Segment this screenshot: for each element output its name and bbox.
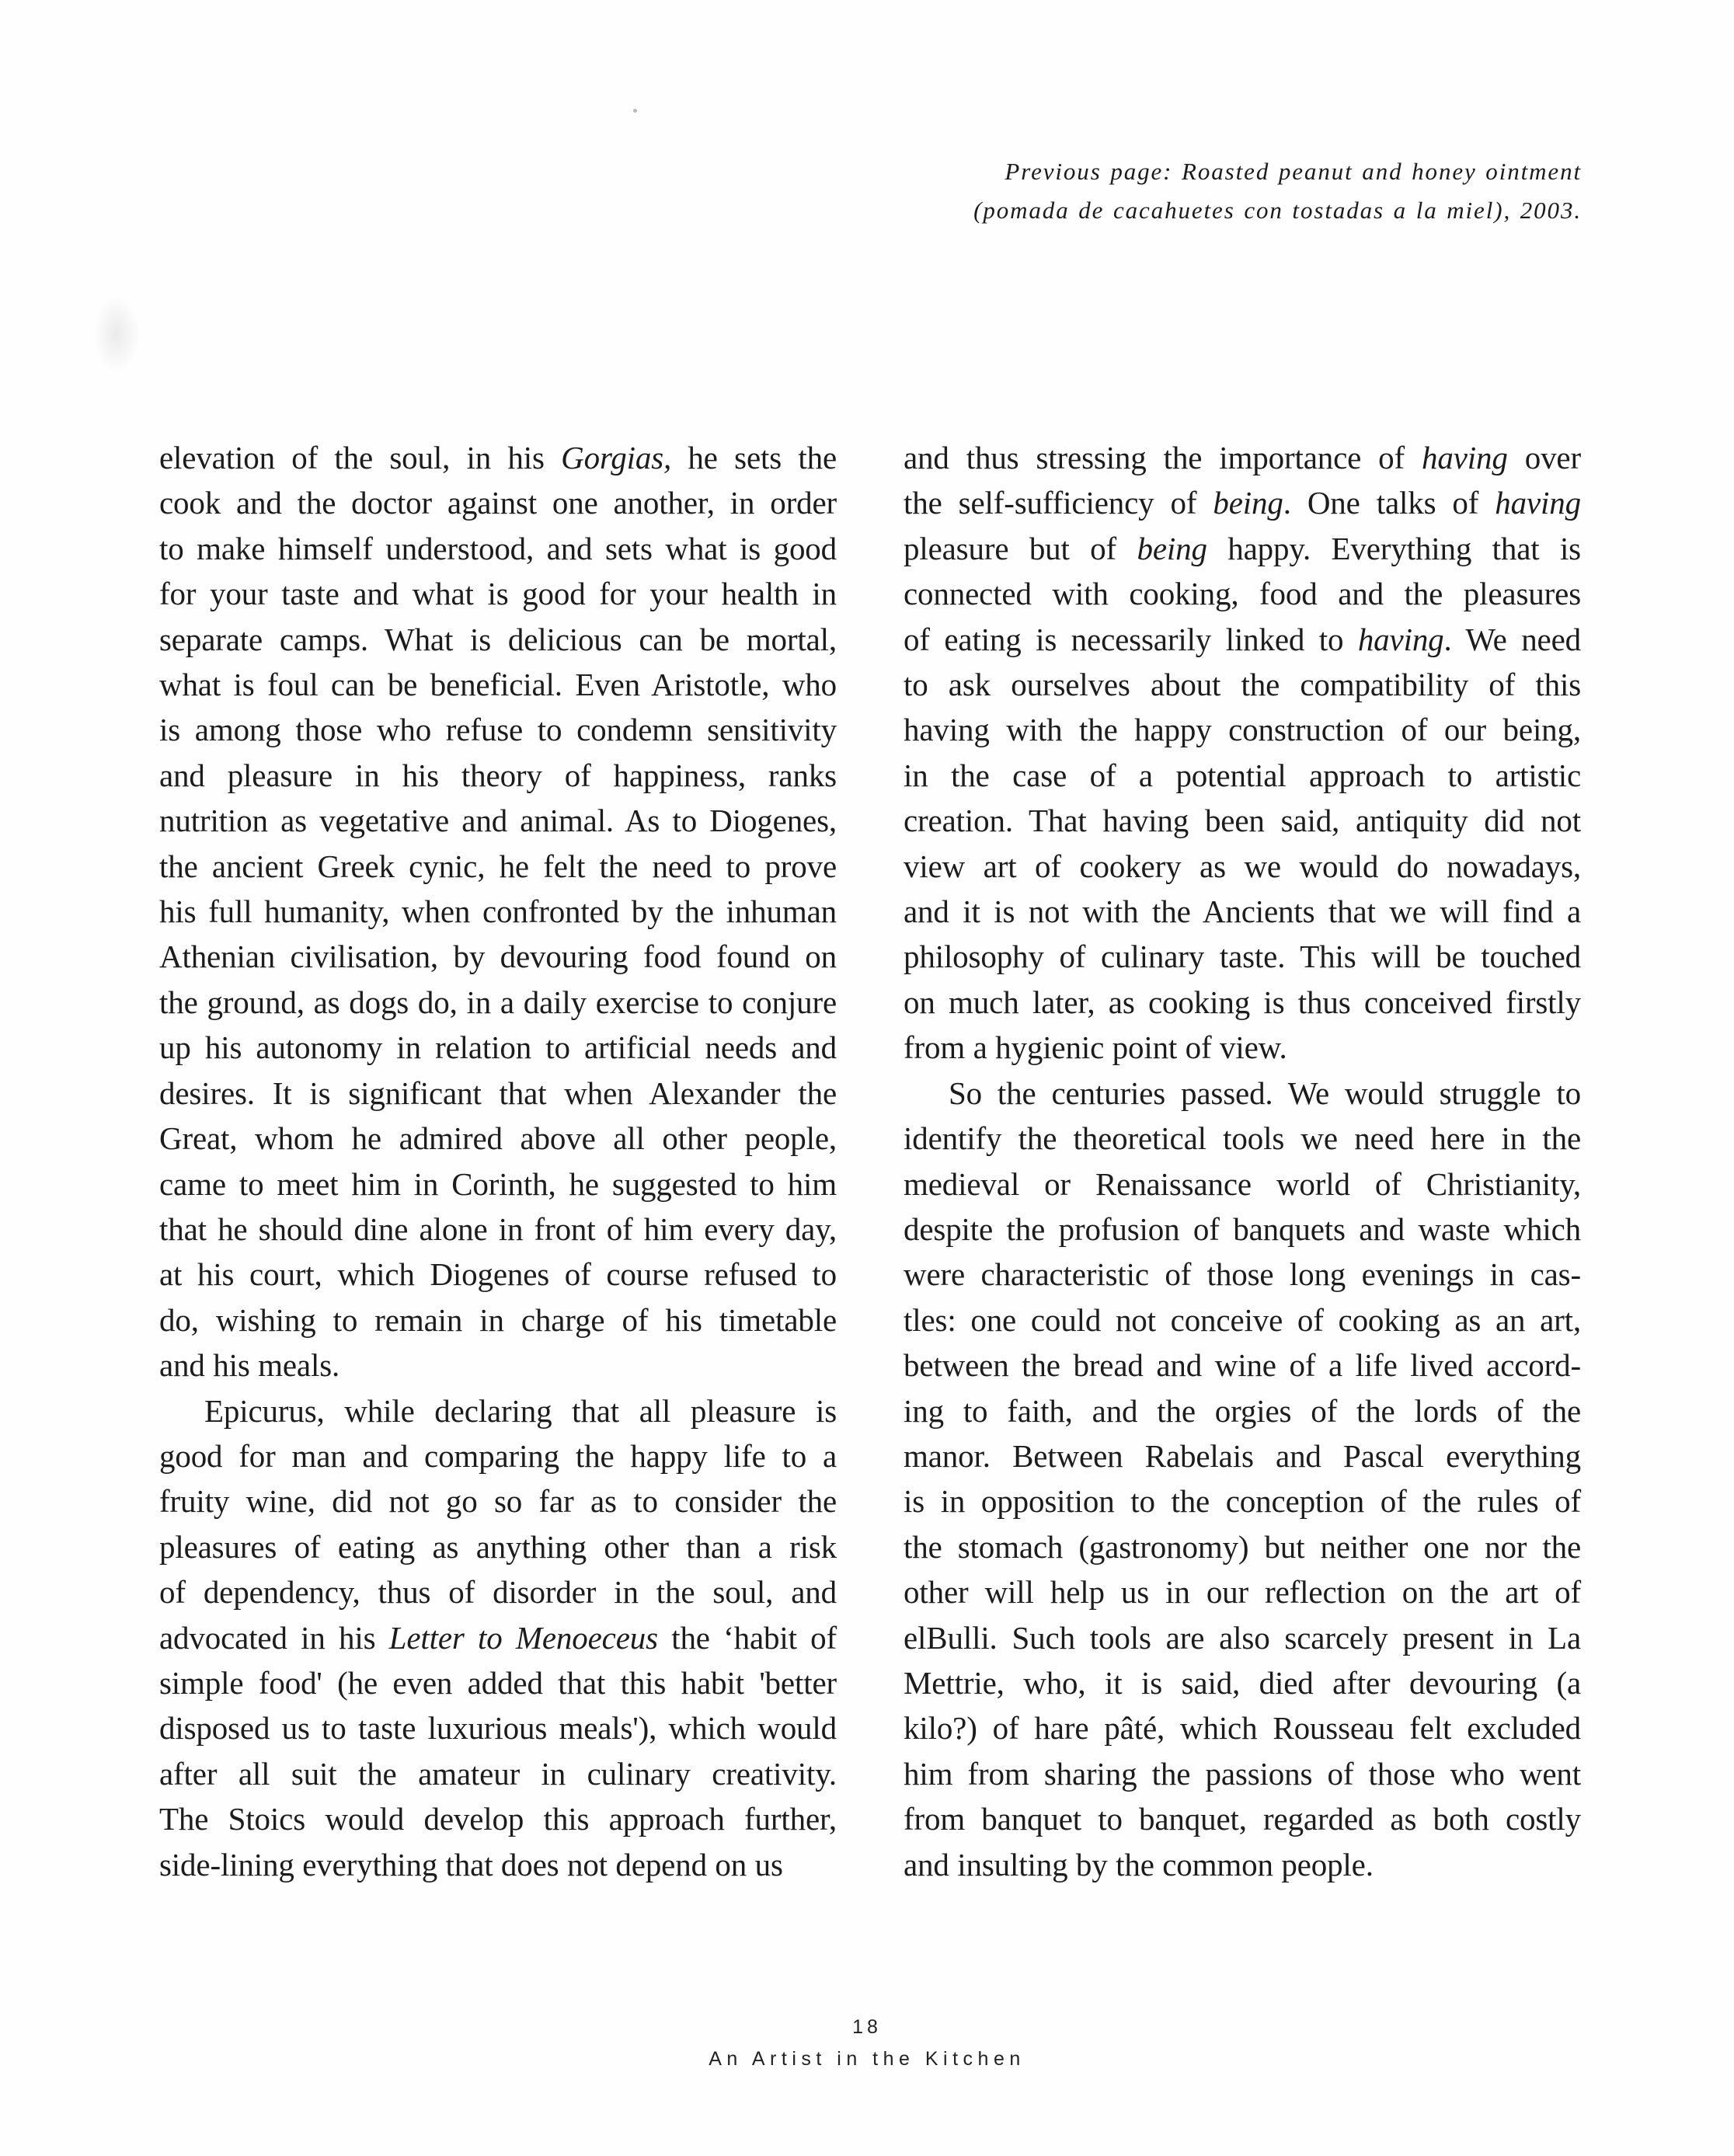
scan-edge-tint <box>93 295 140 373</box>
text-line: fruity wine, did not go so far as to consider the <box>159 1483 837 1520</box>
right-paragraph-2 <box>904 1071 1581 1887</box>
text-line: from a hygienic point of view. <box>904 1029 1287 1066</box>
previous-page-caption <box>805 152 1582 230</box>
text-line: what is foul can be beneficial. Even Aristotle, who <box>159 667 837 703</box>
text-line: and his meals. <box>159 1347 340 1384</box>
text-line: the self-sufficiency of being. One talks of having <box>904 485 1581 521</box>
text-line: for your taste and what is good for your health in <box>159 576 837 612</box>
text-line: good for man and comparing the happy life to a <box>159 1437 837 1474</box>
text-line: identify the theoretical tools we need here in the <box>904 1120 1581 1157</box>
text-line: to make himself understood, and sets what is good <box>159 530 837 566</box>
text-line: separate camps. What is delicious can be mortal, <box>159 621 837 657</box>
text-line: at his court, which Diogenes of course refused to <box>159 1256 837 1293</box>
right-column <box>904 435 1581 1887</box>
text-line: and insulting by the common people. <box>904 1846 1374 1883</box>
text-line: in the case of a potential approach to artistic <box>904 757 1581 793</box>
text-line: simple food' (he even added that this habit 'better <box>159 1664 837 1701</box>
text-line: and pleasure in his theory of happiness, ranks <box>159 757 837 793</box>
text-line: advocated in his Letter to Menoeceus the ‘habit of <box>159 1619 837 1656</box>
text-line: that he should dine alone in front of him every day, <box>159 1210 837 1247</box>
emphasis-being: being <box>1213 485 1283 521</box>
emphasis-having: having <box>1357 621 1444 657</box>
text-line: between the bread and wine of a life lived accord- <box>904 1347 1581 1384</box>
text-line: of dependency, thus of disorder in the soul, and <box>159 1574 837 1611</box>
caption-line-1: Previous page: Roasted peanut and honey ointment <box>1005 158 1582 185</box>
text-line: tles: one could not conceive of cooking as an art, <box>904 1301 1581 1338</box>
text-line: disposed us to taste luxurious meals'), which would <box>159 1710 837 1747</box>
title-letter-to-menoeceus: Letter to Menoeceus <box>388 1619 658 1656</box>
text-line: pleasure but of being happy. Everything that is <box>904 530 1581 566</box>
text-line: after all suit the amateur in culinary creativity. <box>159 1755 837 1792</box>
text-line: of eating is necessarily linked to having. We need <box>904 621 1581 657</box>
text-line: manor. Between Rabelais and Pascal everything <box>904 1437 1581 1474</box>
text-line: his full humanity, when confronted by the inhuman <box>159 893 837 930</box>
text-line: do, wishing to remain in charge of his timetable <box>159 1301 837 1338</box>
text-line: elBulli. Such tools are also scarcely present in La <box>904 1619 1581 1656</box>
text-line: came to meet him in Corinth, he suggested to him <box>159 1165 837 1202</box>
text-line: the stomach (gastronomy) but neither one nor the <box>904 1528 1581 1565</box>
text-line: up his autonomy in relation to artificial needs and <box>159 1029 837 1066</box>
text-line: side-lining everything that does not depend on us <box>159 1846 783 1883</box>
text-line: view art of cookery as we would do nowadays, <box>904 848 1581 884</box>
text-line: cook and the doctor against one another, in order <box>159 485 837 521</box>
text-line: desires. It is significant that when Alexander the <box>159 1075 837 1111</box>
text-line: the ground, as dogs do, in a daily exercise to conjure <box>159 984 837 1020</box>
text-line: were characteristic of those long evenings in cas- <box>904 1256 1581 1293</box>
text-line: is in opposition to the conception of the rules of <box>904 1483 1581 1520</box>
text-line: So the centuries passed. We would struggle to <box>949 1075 1581 1111</box>
emphasis-having: having <box>1422 440 1508 475</box>
text-line: kilo?) of hare pâté, which Rousseau felt excluded <box>904 1710 1581 1747</box>
page-footer <box>0 2016 1734 2071</box>
left-paragraph-2 <box>159 1388 837 1887</box>
text-line: Mettrie, who, it is said, died after devouring (a <box>904 1664 1581 1701</box>
text-line: and thus stressing the importance of having over <box>904 440 1581 475</box>
text-line: philosophy of culinary taste. This will be touched <box>904 939 1581 975</box>
text-line: creation. That having been said, antiquity did not <box>904 803 1581 839</box>
text-line: connected with cooking, food and the pleasures <box>904 576 1581 612</box>
text-line: despite the profusion of banquets and waste which <box>904 1210 1581 1247</box>
text-line: other will help us in our reflection on the art of <box>904 1574 1581 1611</box>
text-line: Epicurus, while declaring that all pleasure is <box>204 1392 837 1429</box>
text-line: the ancient Greek cynic, he felt the need to prove <box>159 848 837 884</box>
text-line: ing to faith, and the orgies of the lords of the <box>904 1392 1581 1429</box>
body-columns <box>159 435 1581 1887</box>
text-line: The Stoics would develop this approach further, <box>159 1801 837 1837</box>
title-gorgias: Gorgias, <box>561 440 672 475</box>
text-line: Great, whom he admired above all other people, <box>159 1120 837 1157</box>
text-line: nutrition as vegetative and animal. As to Diogenes, <box>159 803 837 839</box>
text-line: and it is not with the Ancients that we will find a <box>904 893 1581 930</box>
right-paragraph-1 <box>904 435 1581 1071</box>
left-column <box>159 435 837 1887</box>
text-line: Athenian civilisation, by devouring food found on <box>159 939 837 975</box>
scan-speck <box>633 109 637 113</box>
page-number: 18 <box>852 2016 882 2038</box>
text-line: is among those who refuse to condemn sensitivity <box>159 712 837 748</box>
text-line: from banquet to banquet, regarded as both costly <box>904 1801 1581 1837</box>
emphasis-having: having <box>1495 485 1581 521</box>
caption-line-2: (pomada de cacahuetes con tostadas a la miel), 2003. <box>973 197 1582 224</box>
running-title: An Artist in the Kitchen <box>709 2048 1025 2070</box>
text-line: having with the happy construction of our being, <box>904 712 1581 748</box>
text-line: him from sharing the passions of those who went <box>904 1755 1581 1792</box>
text-line: to ask ourselves about the compatibility of this <box>904 667 1581 703</box>
text-line: medieval or Renaissance world of Christianity, <box>904 1165 1581 1202</box>
text-line: on much later, as cooking is thus conceived firstly <box>904 984 1581 1020</box>
text-line: pleasures of eating as anything other than a risk <box>159 1528 837 1565</box>
text-line: elevation of the soul, in his Gorgias, he sets the <box>159 440 837 475</box>
left-paragraph-1 <box>159 435 837 1388</box>
emphasis-being: being <box>1137 530 1207 566</box>
